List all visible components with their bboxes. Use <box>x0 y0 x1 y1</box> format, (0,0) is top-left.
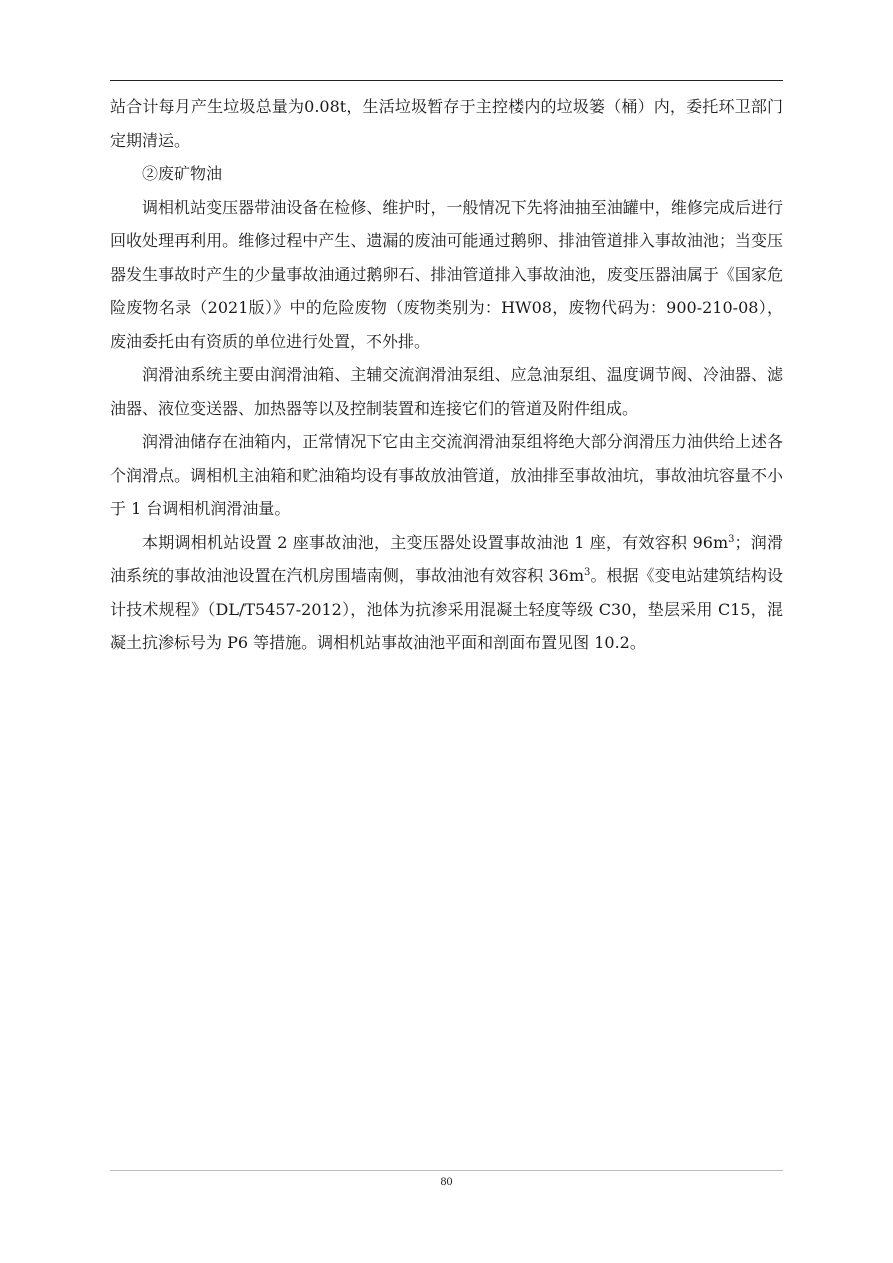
body-text <box>110 90 783 660</box>
accident-pit-text-1: 本期调相机站设置 2 座事故油池，主变压器处设置事故油池 1 座，有效容积 96m <box>142 532 729 552</box>
page-number: 80 <box>440 1174 453 1188</box>
superscript-cubed: 3 <box>584 567 591 578</box>
accident-pit-text-3: 。根据《变电站建筑结构设计技术规程》（DL/T5457-2012），池体为抗渗采用混凝土轻度等级 C30，垫层采用 C15，混凝土抗渗标号为 P6 等措施。调相机站事故油池平面和剖面布置见图 10.2。 <box>110 566 783 652</box>
paragraph-continuation: 站合计每月产生垃圾总量为0.08t，生活垃圾暂存于主控楼内的垃圾篓（桶）内，委托环卫部门定期清运。 <box>110 97 783 150</box>
accident-pit-text-2: ；润滑油系统的事故油池设置在汽机房围墙南侧，事故油池有效容积 36m <box>110 532 783 585</box>
paragraph-lube-oil-system: 润滑油系统主要由润滑油箱、主辅交流润滑油泵组、应急油泵组、温度调节阀、冷油器、滤油器、液位变送器、加热器等以及控制装置和连接它们的管道及附件组成。 <box>110 365 783 418</box>
section-heading-waste-mineral-oil: ②废矿物油 <box>142 164 223 183</box>
header-rule <box>110 80 783 81</box>
paragraph-transformer-oil: 调相机站变压器带油设备在检修、维护时，一般情况下先将油抽至油罐中，维修完成后进行回收处理再利用。维修过程中产生、遗漏的废油可能通过鹅卵、排油管道排入事故油池；当变压器发生事故时产生的少量事故油通过鹅卵石、排油管道排入事故油池，废变压器油属于《国家危险废物名录（2021版）》中的危险废物（废物类别为：HW08，废物代码为：900-210-08），废油委托由有资质的单位进行处置，不外排。 <box>110 197 783 351</box>
paragraph-accident-oil-pit <box>110 526 783 660</box>
paragraph-lube-oil-storage: 润滑油储存在油箱内，正常情况下它由主交流润滑油泵组将绝大部分润滑压力油供给上述各个润滑点。调相机主油箱和贮油箱均设有事故放油管道，放油排至事故油坑，事故油坑容量不小于 1 台调相机润滑油量。 <box>110 432 783 518</box>
superscript-cubed: 3 <box>728 533 735 545</box>
footer-rule <box>110 1170 783 1171</box>
